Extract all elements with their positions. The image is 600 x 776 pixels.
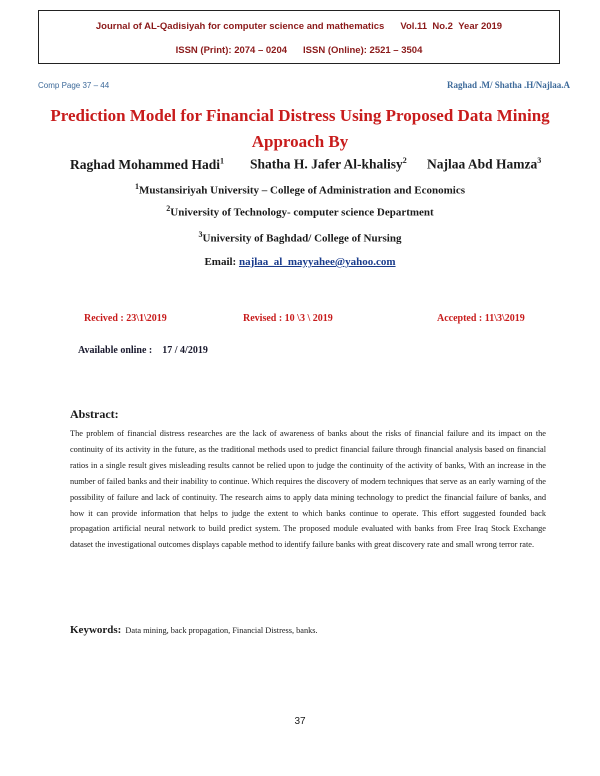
issn-online: ISSN (Online): 2521 – 3504 (303, 45, 423, 56)
running-head-authors: Raghad .M/ Shatha .H/Najlaa.A (446, 80, 570, 90)
accepted-date: Accepted : 11\3\2019 (437, 313, 525, 324)
affiliation-3-sup: 3 (198, 230, 203, 239)
keywords (70, 624, 318, 636)
abstract-body: The problem of financial distress researches are the lack of awareness of banks about the risks of financial failure and its impact on the continuity of its activity in the future, as the traditional methods used to predict financial failure through financial analysis based on financial ratios in a single result gives misleading results cannot be relied upon to judge the continuity of the activity of banks, With an increase in the number of failed banks and their inability to continue. Which requires the discovery of modern techniques that serve as an early warning of the possibility of failure and lack of continuity. The research aims to apply data mining technology to predict the financial failure of banks, and how it can provide information that helps to judge the extent to which banks continue to operate. This effort suggested founded back propagation artificial neural network to build predict system. The proposed module evaluated with banks from Free Iraq Stock Exchange dataset the investigational outcomes displays capable method to identify failure banks with great discovery rate and small wrong terror rate. (70, 429, 546, 550)
title-line-2: Approach By (251, 132, 349, 151)
author-1 (70, 157, 224, 172)
author-2-sup: 2 (402, 156, 407, 165)
affiliation-2-sup: 2 (166, 204, 171, 213)
paper-title (40, 103, 560, 155)
keywords-text: Data mining, back propagation, Financial Distress, banks. (125, 626, 318, 635)
author-1-name: Raghad Mohammed Hadi (70, 156, 221, 172)
page-number: 37 (294, 716, 306, 727)
issn-print: ISSN (Print): 2074 – 0204 (175, 45, 288, 56)
affiliation-1 (0, 182, 600, 197)
received-date: Recived : 23\1\2019 (84, 313, 167, 324)
contact-email (0, 256, 600, 268)
journal-number: No.2 (432, 21, 453, 32)
abstract-heading: Abstract: (70, 407, 119, 421)
affiliation-2 (0, 204, 600, 219)
revised-date: Revised : 10 \3 \ 2019 (243, 313, 333, 324)
journal-name: Journal of AL-Qadisiyah for computer science and mathematics (95, 21, 385, 32)
author-3-sup: 3 (537, 156, 542, 165)
keywords-label: Keywords: (70, 624, 122, 636)
journal-year: Year 2019 (458, 21, 503, 32)
page-range: Comp Page 37 – 44 (38, 81, 110, 90)
journal-issn-line (39, 45, 559, 56)
available-online (78, 345, 208, 356)
journal-volume: Vol.11 (400, 21, 428, 32)
online-label: Available online : (78, 345, 153, 356)
author-3 (427, 156, 541, 173)
journal-header-box (38, 10, 560, 64)
affiliation-3-text: University of Baghdad/ College of Nursing (202, 232, 402, 245)
affiliation-1-text: Mustansiriyah University – College of Administration and Economics (138, 184, 466, 197)
author-2 (250, 156, 407, 173)
journal-title-line (39, 21, 559, 32)
author-1-sup: 1 (220, 156, 225, 165)
author-2-name: Shatha H. Jafer Al-khalisy (250, 156, 403, 172)
author-3-name: Najlaa Abd Hamza (427, 156, 538, 172)
online-date: 17 / 4/2019 (162, 345, 208, 356)
email-link[interactable]: najlaa_al_mayyahee@yahoo.com (238, 256, 396, 268)
affiliation-1-sup: 1 (134, 182, 139, 191)
affiliation-2-text: University of Technology- computer science Department (170, 206, 434, 219)
affiliation-3 (0, 230, 600, 245)
title-line-1: Prediction Model for Financial Distress Using Proposed Data Mining (50, 106, 550, 125)
email-label: Email: (204, 256, 239, 268)
author-list (70, 156, 542, 173)
